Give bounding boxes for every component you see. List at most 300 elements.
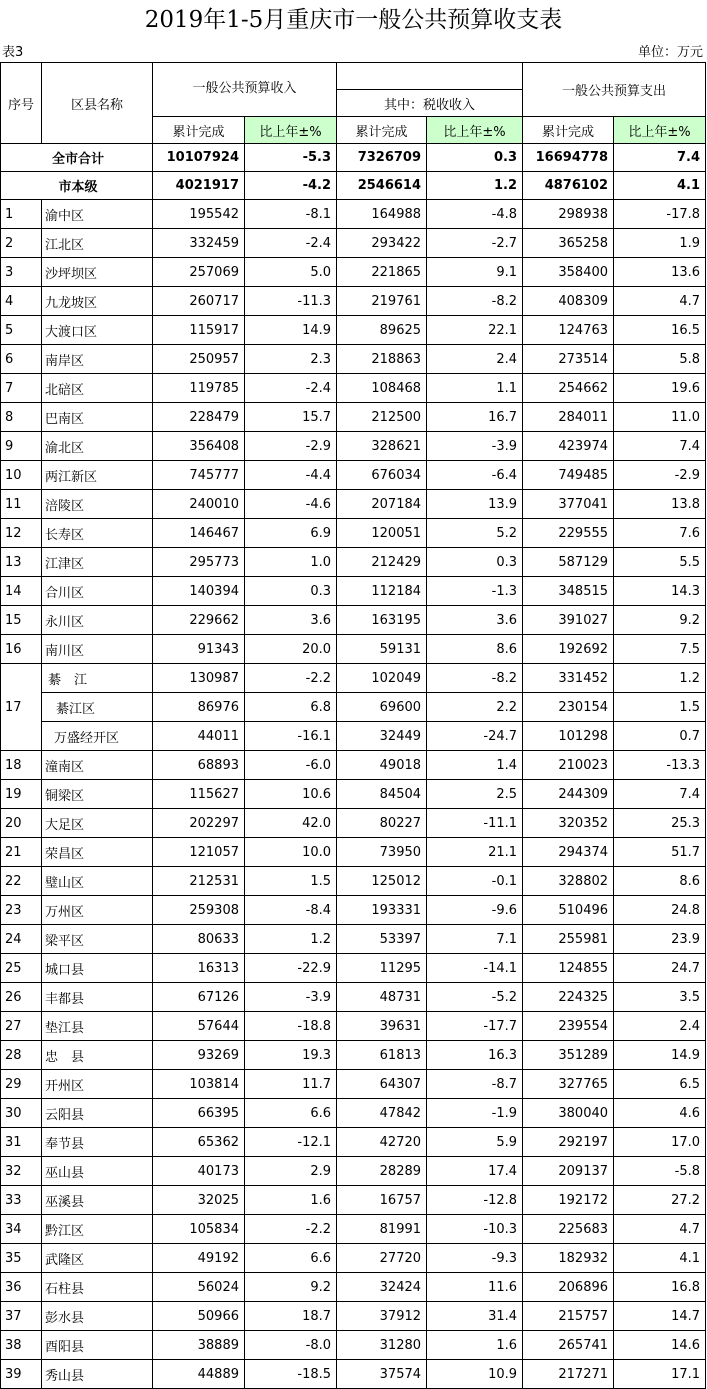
city-exp-pct: 4.1 [614, 172, 706, 200]
row-exp-pct: 7.6 [614, 519, 706, 548]
row-exp: 358400 [523, 258, 614, 287]
row-exp: 377041 [523, 490, 614, 519]
row-tax-pct: 7.1 [427, 925, 523, 954]
row-rev: 356408 [153, 432, 245, 461]
row-rev: 67126 [153, 983, 245, 1012]
row-tax-pct: -4.8 [427, 200, 523, 229]
row-exp: 244309 [523, 780, 614, 809]
row-tax-pct: -0.1 [427, 867, 523, 896]
row-exp: 365258 [523, 229, 614, 258]
row-rev: 105834 [153, 1215, 245, 1244]
row-exp-pct: 7.4 [614, 432, 706, 461]
table-row [1, 693, 706, 722]
row-seq: 3 [1, 258, 42, 287]
row-exp-pct: 14.7 [614, 1302, 706, 1331]
table-number: 表3 [2, 45, 24, 60]
row-seq: 12 [1, 519, 42, 548]
row-rev: 119785 [153, 374, 245, 403]
row-exp-pct: 13.8 [614, 490, 706, 519]
row-rev: 103814 [153, 1070, 245, 1099]
row-seq: 8 [1, 403, 42, 432]
city-tax: 2546614 [337, 172, 427, 200]
table-row [1, 1041, 706, 1070]
row-seq: 37 [1, 1302, 42, 1331]
row-tax: 47842 [337, 1099, 427, 1128]
table-row [1, 1360, 706, 1389]
row-tax-pct: -8.2 [427, 664, 523, 693]
row-tax-pct: 2.4 [427, 345, 523, 374]
row-exp-pct: 6.5 [614, 1070, 706, 1099]
table-row [1, 606, 706, 635]
budget-table [0, 62, 706, 1389]
row-rev: 745777 [153, 461, 245, 490]
row-tax: 120051 [337, 519, 427, 548]
table-row [1, 1302, 706, 1331]
row-exp-pct: 5.8 [614, 345, 706, 374]
table-row [1, 287, 706, 316]
row-tax-pct: 1.1 [427, 374, 523, 403]
table-row [1, 635, 706, 664]
row-name: 荣昌区 [42, 838, 153, 867]
row-tax-pct: 17.4 [427, 1157, 523, 1186]
row-rev: 44011 [153, 722, 245, 751]
row-name: 大足区 [42, 809, 153, 838]
row-exp-pct: -2.9 [614, 461, 706, 490]
row-name: 云阳县 [42, 1099, 153, 1128]
row-tax: 37912 [337, 1302, 427, 1331]
row-rev: 93269 [153, 1041, 245, 1070]
row-seq: 22 [1, 867, 42, 896]
row-name: 北碚区 [42, 374, 153, 403]
row-rev-pct: -16.1 [245, 722, 337, 751]
row-tax-pct: 0.3 [427, 548, 523, 577]
table-row [1, 461, 706, 490]
row-tax: 84504 [337, 780, 427, 809]
city-level-row [1, 172, 706, 200]
row-rev: 229662 [153, 606, 245, 635]
row-name: 秀山县 [42, 1360, 153, 1389]
row-name: 巫溪县 [42, 1186, 153, 1215]
row-exp: 327765 [523, 1070, 614, 1099]
row-exp: 265741 [523, 1331, 614, 1360]
row-rev-pct: 11.7 [245, 1070, 337, 1099]
row-name: 南岸区 [42, 345, 153, 374]
header-row-1 [1, 63, 706, 90]
row-exp-pct: 4.6 [614, 1099, 706, 1128]
row-rev-pct: 15.7 [245, 403, 337, 432]
row-seq: 4 [1, 287, 42, 316]
row-tax-pct: 10.9 [427, 1360, 523, 1389]
row-rev: 257069 [153, 258, 245, 287]
row-name: 彭水县 [42, 1302, 153, 1331]
row-exp: 284011 [523, 403, 614, 432]
row-exp-pct: -13.3 [614, 751, 706, 780]
row-exp-pct: 51.7 [614, 838, 706, 867]
row-tax-pct: 13.9 [427, 490, 523, 519]
row-exp: 225683 [523, 1215, 614, 1244]
table-row [1, 432, 706, 461]
row-tax-pct: -6.4 [427, 461, 523, 490]
row-tax: 112184 [337, 577, 427, 606]
row-seq: 32 [1, 1157, 42, 1186]
row-tax: 42720 [337, 1128, 427, 1157]
row-rev-pct: 6.9 [245, 519, 337, 548]
row-rev: 16313 [153, 954, 245, 983]
table-row [1, 1273, 706, 1302]
row-tax-pct: 3.6 [427, 606, 523, 635]
row-exp: 206896 [523, 1273, 614, 1302]
row-name: 两江新区 [42, 461, 153, 490]
row-name: 涪陵区 [42, 490, 153, 519]
row-tax-pct: -8.2 [427, 287, 523, 316]
table-row [1, 867, 706, 896]
row-seq: 31 [1, 1128, 42, 1157]
row-seq: 6 [1, 345, 42, 374]
row-name: 忠 县 [42, 1041, 153, 1070]
row-tax-pct: -1.3 [427, 577, 523, 606]
row-tax: 16757 [337, 1186, 427, 1215]
row-rev: 202297 [153, 809, 245, 838]
row-tax: 218863 [337, 345, 427, 374]
row-rev-pct: 14.9 [245, 316, 337, 345]
row-rev: 195542 [153, 200, 245, 229]
table-row [1, 345, 706, 374]
row-exp-pct: -5.8 [614, 1157, 706, 1186]
row-name: 奉节县 [42, 1128, 153, 1157]
header-tax-yoy: 比上年±% [427, 117, 523, 144]
row-exp: 273514 [523, 345, 614, 374]
row-exp-pct: 19.6 [614, 374, 706, 403]
table-row [1, 200, 706, 229]
row-rev: 38889 [153, 1331, 245, 1360]
row-exp: 320352 [523, 809, 614, 838]
row-name: 梁平区 [42, 925, 153, 954]
row-tax-pct: 2.5 [427, 780, 523, 809]
row-rev: 332459 [153, 229, 245, 258]
row-rev-pct: -18.5 [245, 1360, 337, 1389]
row-tax-pct: 31.4 [427, 1302, 523, 1331]
table-row [1, 1012, 706, 1041]
row-rev: 115917 [153, 316, 245, 345]
row-tax: 32449 [337, 722, 427, 751]
row-exp: 391027 [523, 606, 614, 635]
table-row [1, 1128, 706, 1157]
row-rev: 86976 [153, 693, 245, 722]
table-body [1, 63, 706, 1389]
row-rev: 146467 [153, 519, 245, 548]
row-seq: 29 [1, 1070, 42, 1099]
row-tax: 39631 [337, 1012, 427, 1041]
row-rev-pct: 0.3 [245, 577, 337, 606]
table-row [1, 577, 706, 606]
row-rev: 250957 [153, 345, 245, 374]
row-tax-pct: 16.3 [427, 1041, 523, 1070]
row-exp-pct: 14.9 [614, 1041, 706, 1070]
row-tax-pct: 22.1 [427, 316, 523, 345]
row-name: 潼南区 [42, 751, 153, 780]
total-tax-pct: 0.3 [427, 144, 523, 172]
row-seq: 30 [1, 1099, 42, 1128]
row-rev: 66395 [153, 1099, 245, 1128]
row-exp: 217271 [523, 1360, 614, 1389]
row-rev-pct: 42.0 [245, 809, 337, 838]
row-rev: 115627 [153, 780, 245, 809]
row-exp: 749485 [523, 461, 614, 490]
row-name: 城口县 [42, 954, 153, 983]
row-tax: 53397 [337, 925, 427, 954]
row-exp: 408309 [523, 287, 614, 316]
row-tax-pct: -10.3 [427, 1215, 523, 1244]
row-tax: 28289 [337, 1157, 427, 1186]
row-exp: 292197 [523, 1128, 614, 1157]
row-tax: 108468 [337, 374, 427, 403]
table-row [1, 1099, 706, 1128]
row-seq: 38 [1, 1331, 42, 1360]
row-exp-pct: 13.6 [614, 258, 706, 287]
row-rev: 91343 [153, 635, 245, 664]
row-exp-pct: 16.5 [614, 316, 706, 345]
row-tax: 221865 [337, 258, 427, 287]
header-tax: 其中：税收收入 [337, 90, 523, 117]
row-exp-pct: 1.2 [614, 664, 706, 693]
row-name: 南川区 [42, 635, 153, 664]
row-rev: 80633 [153, 925, 245, 954]
row-name: 江北区 [42, 229, 153, 258]
row-rev: 50966 [153, 1302, 245, 1331]
row-seq: 24 [1, 925, 42, 954]
table-row [1, 809, 706, 838]
table-row [1, 1070, 706, 1099]
row-name: 渝中区 [42, 200, 153, 229]
city-rev: 4021917 [153, 172, 245, 200]
city-name: 市本级 [1, 172, 153, 200]
row-tax: 31280 [337, 1331, 427, 1360]
row-tax: 163195 [337, 606, 427, 635]
table-row [1, 751, 706, 780]
row-name: 九龙坡区 [42, 287, 153, 316]
table-row [1, 925, 706, 954]
row-exp: 239554 [523, 1012, 614, 1041]
row-tax-pct: -2.7 [427, 229, 523, 258]
row-exp: 209137 [523, 1157, 614, 1186]
row-name: 永川区 [42, 606, 153, 635]
row-tax: 89625 [337, 316, 427, 345]
row-exp-pct: 9.2 [614, 606, 706, 635]
row-exp: 182932 [523, 1244, 614, 1273]
total-name: 全市合计 [1, 144, 153, 172]
row-rev: 57644 [153, 1012, 245, 1041]
total-rev-pct: -5.3 [245, 144, 337, 172]
row-exp: 380040 [523, 1099, 614, 1128]
header-expenditure: 一般公共预算支出 [523, 63, 706, 117]
table-row [1, 1157, 706, 1186]
row-rev-pct: 6.6 [245, 1244, 337, 1273]
row-name: 石柱县 [42, 1273, 153, 1302]
header-revenue: 一般公共预算收入 [153, 63, 337, 117]
row-exp-pct: 8.6 [614, 867, 706, 896]
row-tax: 212429 [337, 548, 427, 577]
row-seq: 23 [1, 896, 42, 925]
row-tax-pct: -14.1 [427, 954, 523, 983]
row-rev: 228479 [153, 403, 245, 432]
header-name: 区县名称 [42, 63, 153, 144]
row-exp-pct: 3.5 [614, 983, 706, 1012]
row-tax: 102049 [337, 664, 427, 693]
row-rev-pct: 19.3 [245, 1041, 337, 1070]
row-rev-pct: -4.4 [245, 461, 337, 490]
header-blank [337, 63, 523, 90]
row-name: 武隆区 [42, 1244, 153, 1273]
row-rev-pct: -3.9 [245, 983, 337, 1012]
row-exp-pct: 25.3 [614, 809, 706, 838]
row-rev-pct: -22.9 [245, 954, 337, 983]
row-seq: 17 [1, 664, 42, 751]
row-tax-pct: 9.1 [427, 258, 523, 287]
row-tax-pct: -3.9 [427, 432, 523, 461]
table-row [1, 780, 706, 809]
row-tax-pct: -12.8 [427, 1186, 523, 1215]
row-tax: 64307 [337, 1070, 427, 1099]
row-name: 垫江县 [42, 1012, 153, 1041]
row-rev: 295773 [153, 548, 245, 577]
row-exp-pct: 27.2 [614, 1186, 706, 1215]
row-exp: 192172 [523, 1186, 614, 1215]
row-seq: 27 [1, 1012, 42, 1041]
city-exp: 4876102 [523, 172, 614, 200]
row-name: 沙坪坝区 [42, 258, 153, 287]
total-rev: 10107924 [153, 144, 245, 172]
header-rev-yoy: 比上年±% [245, 117, 337, 144]
row-seq: 2 [1, 229, 42, 258]
row-name: 长寿区 [42, 519, 153, 548]
table-row [1, 548, 706, 577]
header-tax-cum: 累计完成 [337, 117, 427, 144]
row-seq: 21 [1, 838, 42, 867]
row-tax: 164988 [337, 200, 427, 229]
row-seq: 33 [1, 1186, 42, 1215]
total-row [1, 144, 706, 172]
row-seq: 19 [1, 780, 42, 809]
row-exp-pct: 1.5 [614, 693, 706, 722]
table-row [1, 519, 706, 548]
header-exp-cum: 累计完成 [523, 117, 614, 144]
row-tax: 125012 [337, 867, 427, 896]
row-rev-pct: 3.6 [245, 606, 337, 635]
row-tax-pct: -5.2 [427, 983, 523, 1012]
row-name: 大渡口区 [42, 316, 153, 345]
row-rev: 121057 [153, 838, 245, 867]
row-rev: 65362 [153, 1128, 245, 1157]
row-rev-pct: 2.3 [245, 345, 337, 374]
row-name: 巴南区 [42, 403, 153, 432]
row-tax-pct: -9.6 [427, 896, 523, 925]
row-seq: 34 [1, 1215, 42, 1244]
row-rev: 32025 [153, 1186, 245, 1215]
table-row [1, 1215, 706, 1244]
row-exp-pct: 24.8 [614, 896, 706, 925]
row-rev-pct: 10.0 [245, 838, 337, 867]
header-rev-cum: 累计完成 [153, 117, 245, 144]
row-exp: 124763 [523, 316, 614, 345]
row-exp: 101298 [523, 722, 614, 751]
row-seq: 35 [1, 1244, 42, 1273]
row-rev-pct: -8.0 [245, 1331, 337, 1360]
total-exp-pct: 7.4 [614, 144, 706, 172]
table-row [1, 983, 706, 1012]
table-row [1, 1186, 706, 1215]
total-tax: 7326709 [337, 144, 427, 172]
row-rev: 49192 [153, 1244, 245, 1273]
row-seq: 10 [1, 461, 42, 490]
row-tax-pct: -11.1 [427, 809, 523, 838]
row-tax: 49018 [337, 751, 427, 780]
row-tax-pct: 5.9 [427, 1128, 523, 1157]
row-rev: 240010 [153, 490, 245, 519]
header-seq: 序号 [1, 63, 42, 144]
row-tax: 219761 [337, 287, 427, 316]
unit-label: 单位：万元 [637, 45, 703, 60]
row-tax: 32424 [337, 1273, 427, 1302]
row-rev-pct: 1.2 [245, 925, 337, 954]
row-seq: 7 [1, 374, 42, 403]
row-tax: 73950 [337, 838, 427, 867]
row-tax-pct: -9.3 [427, 1244, 523, 1273]
row-tax: 328621 [337, 432, 427, 461]
row-exp-pct: 23.9 [614, 925, 706, 954]
row-name: 渝北区 [42, 432, 153, 461]
row-tax: 37574 [337, 1360, 427, 1389]
row-tax: 48731 [337, 983, 427, 1012]
row-exp: 294374 [523, 838, 614, 867]
row-exp: 423974 [523, 432, 614, 461]
row-exp: 254662 [523, 374, 614, 403]
row-rev-pct: -8.4 [245, 896, 337, 925]
row-exp-pct: 14.3 [614, 577, 706, 606]
row-seq: 5 [1, 316, 42, 345]
row-seq: 1 [1, 200, 42, 229]
row-exp: 328802 [523, 867, 614, 896]
row-tax-pct: -24.7 [427, 722, 523, 751]
row-rev-pct: -12.1 [245, 1128, 337, 1157]
row-exp-pct: 0.7 [614, 722, 706, 751]
row-exp-pct: 2.4 [614, 1012, 706, 1041]
row-tax-pct: 1.4 [427, 751, 523, 780]
row-rev-pct: -11.3 [245, 287, 337, 316]
row-tax-pct: -1.9 [427, 1099, 523, 1128]
row-rev-pct: -4.6 [245, 490, 337, 519]
table-row [1, 403, 706, 432]
row-exp-pct: 7.5 [614, 635, 706, 664]
table-row [1, 954, 706, 983]
row-seq: 39 [1, 1360, 42, 1389]
row-exp: 331452 [523, 664, 614, 693]
row-rev: 44889 [153, 1360, 245, 1389]
row-seq: 18 [1, 751, 42, 780]
table-row [1, 664, 706, 693]
row-exp: 215757 [523, 1302, 614, 1331]
row-exp: 348515 [523, 577, 614, 606]
row-seq: 15 [1, 606, 42, 635]
row-name: 巫山县 [42, 1157, 153, 1186]
row-rev-pct: 1.0 [245, 548, 337, 577]
table-row [1, 229, 706, 258]
row-exp-pct: -17.8 [614, 200, 706, 229]
row-rev: 56024 [153, 1273, 245, 1302]
row-name: 开州区 [42, 1070, 153, 1099]
row-exp-pct: 16.8 [614, 1273, 706, 1302]
row-exp-pct: 17.1 [614, 1360, 706, 1389]
row-rev-pct: 10.6 [245, 780, 337, 809]
